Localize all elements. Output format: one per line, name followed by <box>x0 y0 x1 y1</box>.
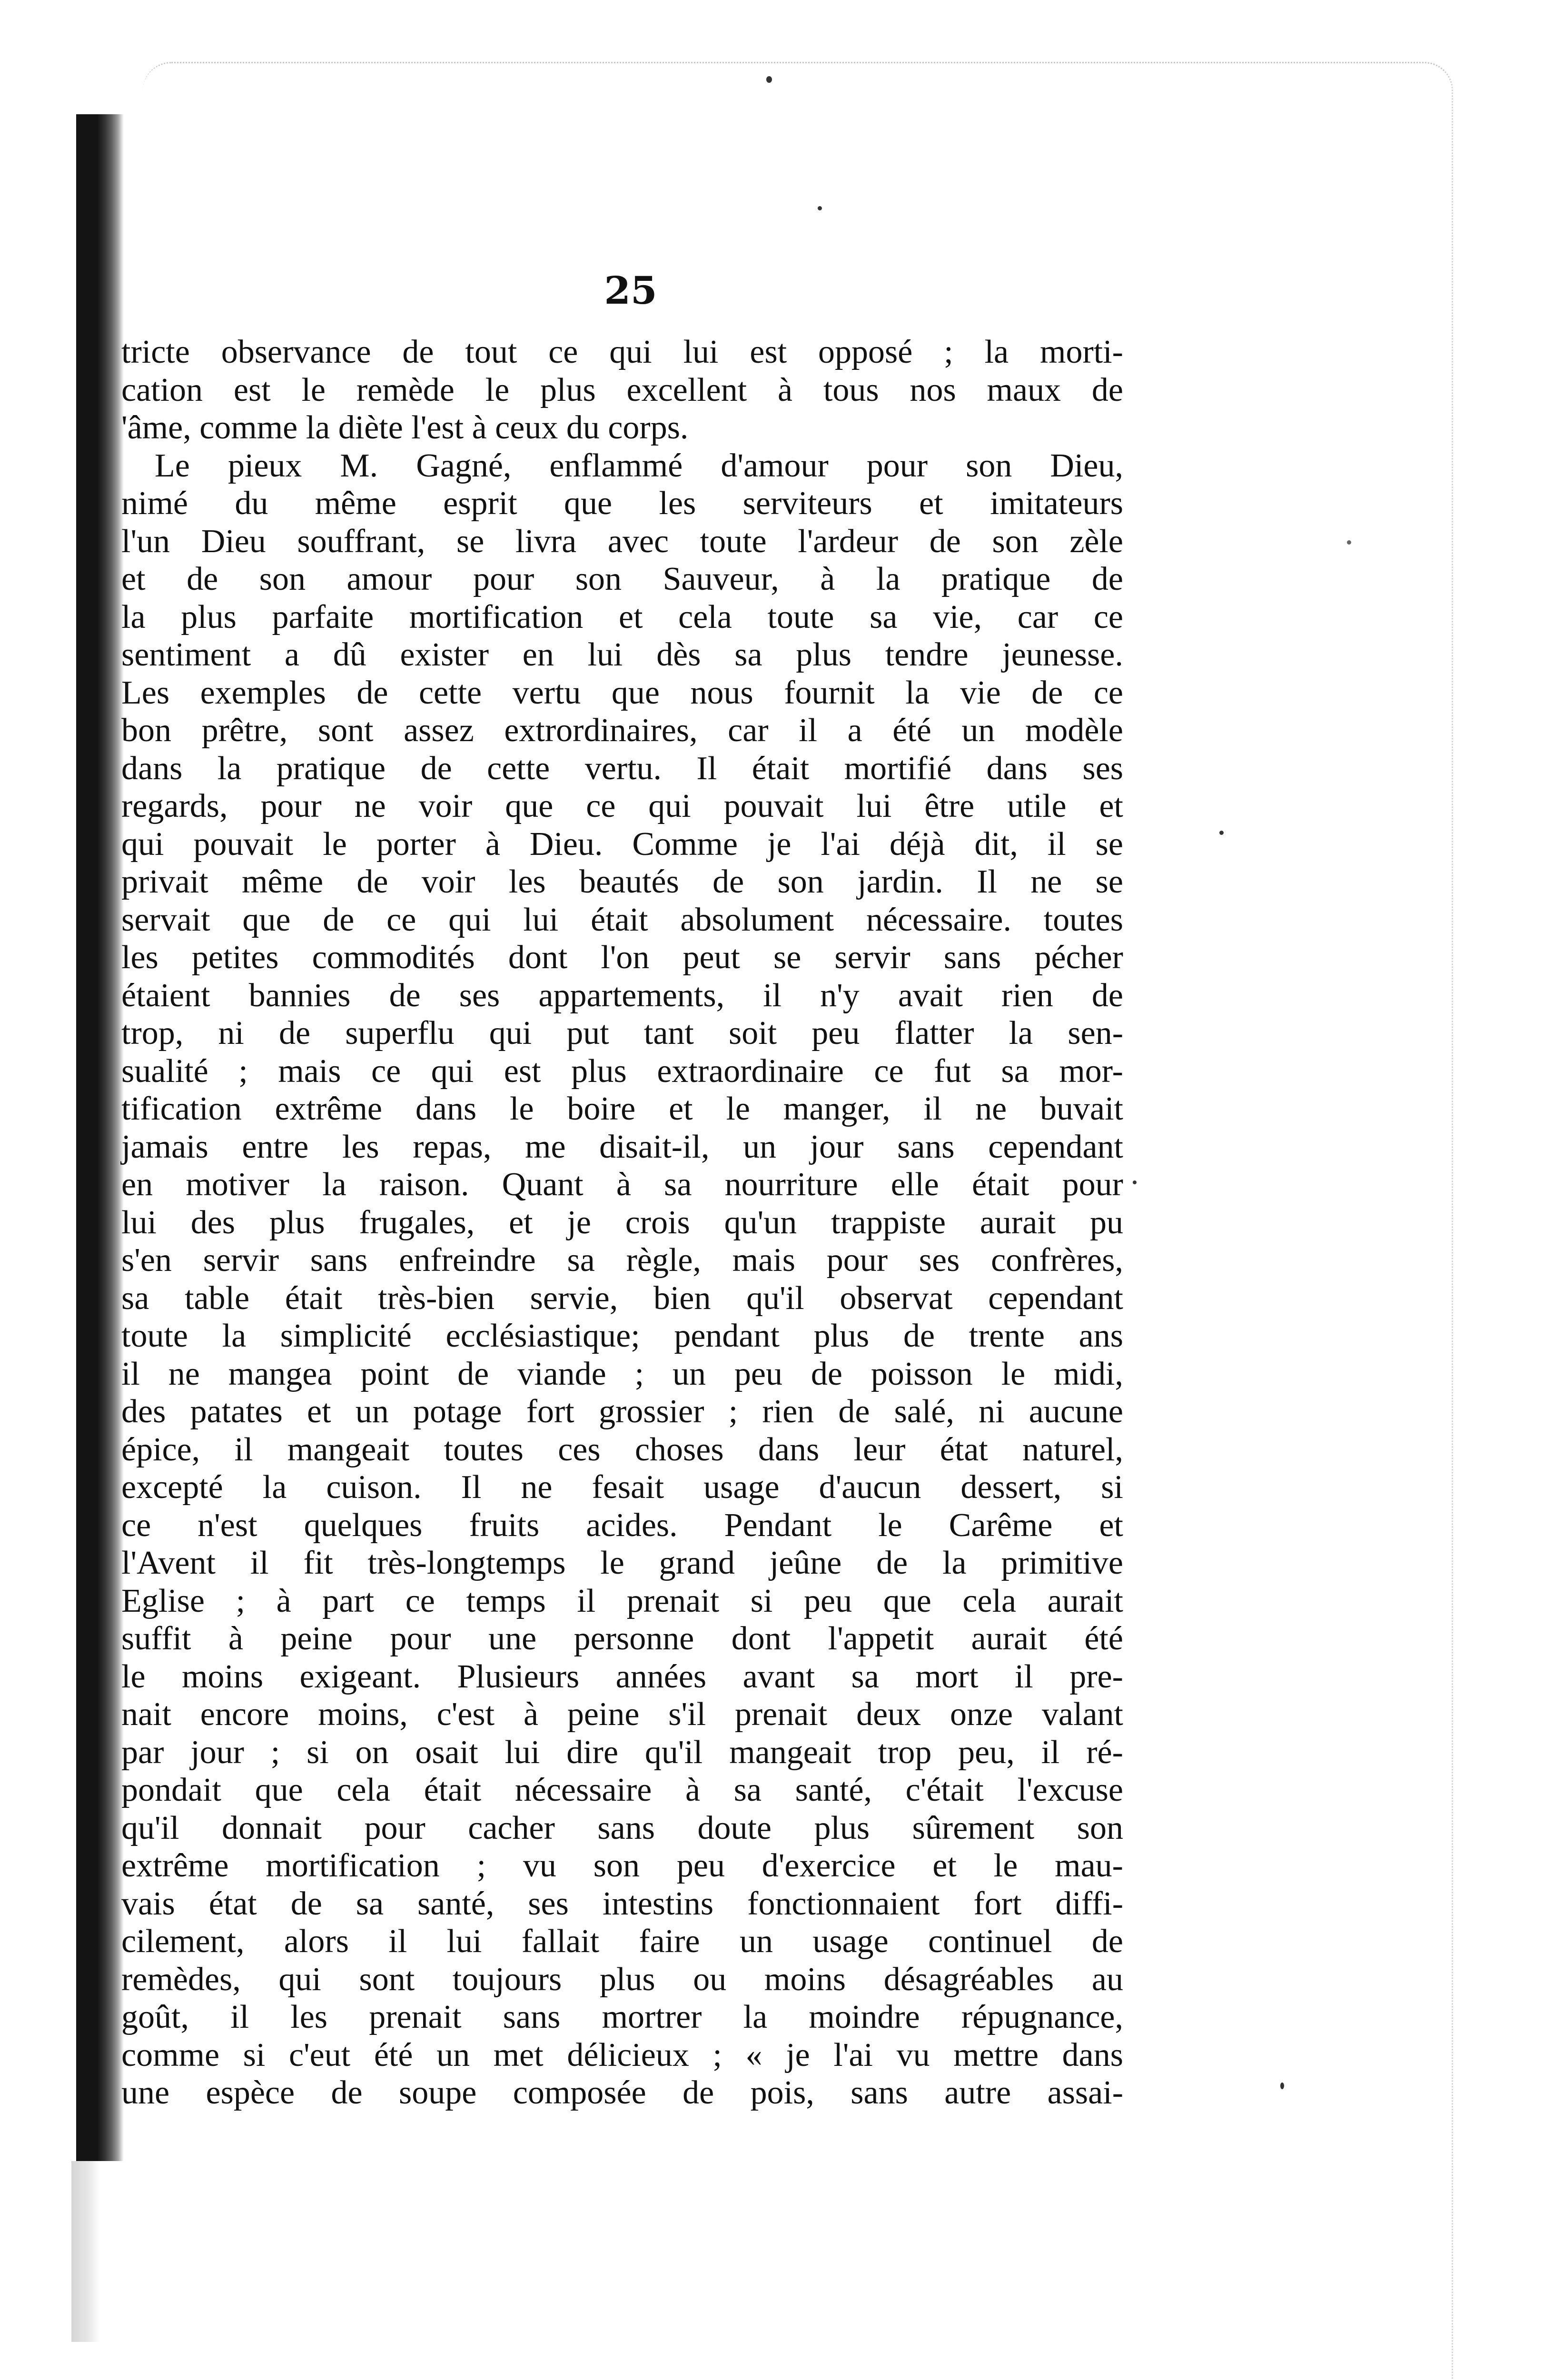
text-line: goût, il les prenait sans mortrer la moindre répugnance, <box>121 1999 1123 2035</box>
ink-speck <box>766 76 772 83</box>
text-line: cation est le remède le plus excellent à tous nos maux de <box>121 371 1123 408</box>
text-line: et de son amour pour son Sauveur, à la pratique de <box>121 561 1123 597</box>
ink-speck <box>818 206 822 210</box>
text-line: des patates et un potage fort grossier ; rien de salé, ni aucune <box>121 1393 1123 1430</box>
text-line: sentiment a dû exister en lui dès sa plus tendre jeunesse. <box>121 636 1123 673</box>
text-line: comme si c'eut été un met délicieux ; « je l'ai vu mettre dans <box>121 2036 1123 2073</box>
text-line: la plus parfaite mortification et cela toute sa vie, car ce <box>121 598 1123 635</box>
text-line: servait que de ce qui lui était absolument nécessaire. toutes <box>121 901 1123 938</box>
ink-speck <box>1280 2082 1284 2089</box>
text-line: le moins exigeant. Plusieurs années avant sa mort il pre- <box>121 1658 1123 1695</box>
text-line: l'un Dieu souffrant, se livra avec toute l'ardeur de son zèle <box>121 523 1123 560</box>
text-line: sa table était très-bien servie, bien qu'il observat cependant <box>121 1279 1123 1317</box>
text-line: épice, il mangeait toutes ces choses dans leur état naturel, <box>121 1431 1123 1468</box>
text-line: pondait que cela était nécessaire à sa santé, c'était l'excuse <box>121 1772 1123 1808</box>
text-line: bon prêtre, sont assez extrordinaires, car il a été un modèle <box>121 712 1123 749</box>
text-line: Eglise ; à part ce temps il prenait si peu que cela aurait <box>121 1582 1123 1619</box>
text-line: cilement, alors il lui fallait faire un usage continuel de <box>121 1923 1123 1960</box>
text-line: nait encore moins, c'est à peine s'il prenait deux onze valant <box>121 1696 1123 1733</box>
text-line: tification extrême dans le boire et le manger, il ne buvait <box>121 1091 1123 1127</box>
text-line: remèdes, qui sont toujours plus ou moins désagréables au <box>121 1961 1123 1998</box>
text-line: toute la simplicité ecclésiastique; pendant plus de trente ans <box>121 1318 1123 1354</box>
text-line: ce n'est quelques fruits acides. Pendant le Carême et <box>121 1507 1123 1544</box>
text-line: Le pieux M. Gagné, enflammé d'amour pour son Dieu, <box>155 447 1123 484</box>
text-line: il ne mangea point de viande ; un peu de poisson le midi, <box>121 1355 1123 1392</box>
text-line: regards, pour ne voir que ce qui pouvait lui être utile et <box>121 788 1123 824</box>
text-line: 'âme, comme la diète l'est à ceux du corps. <box>121 409 689 446</box>
text-line: tricte observance de tout ce qui lui est opposé ; la morti- <box>121 334 1123 370</box>
text-line: qui pouvait le porter à Dieu. Comme je l'ai déjà dit, il se <box>121 825 1123 863</box>
binding-shadow <box>76 114 124 2161</box>
text-line: trop, ni de superflu qui put tant soit peu flatter la sen- <box>121 1015 1123 1051</box>
text-line: lui des plus frugales, et je crois qu'un trappiste aurait pu <box>121 1204 1123 1241</box>
text-line: sualité ; mais ce qui est plus extraordinaire ce fut sa mor- <box>121 1052 1123 1090</box>
text-line: jamais entre les repas, me disait-il, un jour sans cependant <box>121 1128 1123 1165</box>
ink-speck <box>1219 831 1224 835</box>
text-line: en motiver la raison. Quant à sa nourriture elle était pour <box>121 1166 1123 1203</box>
ink-speck <box>1133 1180 1137 1184</box>
text-line: s'en servir sans enfreindre sa règle, mais pour ses confrères, <box>121 1242 1123 1279</box>
text-line: dans la pratique de cette vertu. Il était mortifié dans ses <box>121 750 1123 787</box>
text-line: nimé du même esprit que les serviteurs et imitateurs <box>121 485 1123 522</box>
text-line: les petites commodités dont l'on peut se servir sans pécher <box>121 939 1123 976</box>
text-line: excepté la cuison. Il ne fesait usage d'aucun dessert, si <box>121 1469 1123 1506</box>
text-line: privait même de voir les beautés de son jardin. Il ne se <box>121 863 1123 900</box>
body-text <box>121 333 1123 2112</box>
text-line: par jour ; si on osait lui dire qu'il mangeait trop peu, il ré- <box>121 1734 1123 1771</box>
text-line: une espèce de soupe composée de pois, sans autre assai- <box>121 2074 1123 2111</box>
binding-shadow-lower <box>71 2161 100 2342</box>
page-number: 25 <box>604 268 657 313</box>
text-line: l'Avent il fit très-longtemps le grand jeûne de la primitive <box>121 1545 1123 1581</box>
text-line: qu'il donnait pour cacher sans doute plus sûrement son <box>121 1809 1123 1846</box>
text-line: Les exemples de cette vertu que nous fournit la vie de ce <box>121 674 1123 711</box>
text-line: vais état de sa santé, ses intestins fonctionnaient fort diffi- <box>121 1885 1123 1922</box>
text-line: extrême mortification ; vu son peu d'exercice et le mau- <box>121 1847 1123 1884</box>
ink-speck <box>1347 540 1351 545</box>
text-line: suffit à peine pour une personne dont l'appetit aurait été <box>121 1620 1123 1657</box>
text-line: étaient bannies de ses appartements, il n'y avait rien de <box>121 977 1123 1014</box>
